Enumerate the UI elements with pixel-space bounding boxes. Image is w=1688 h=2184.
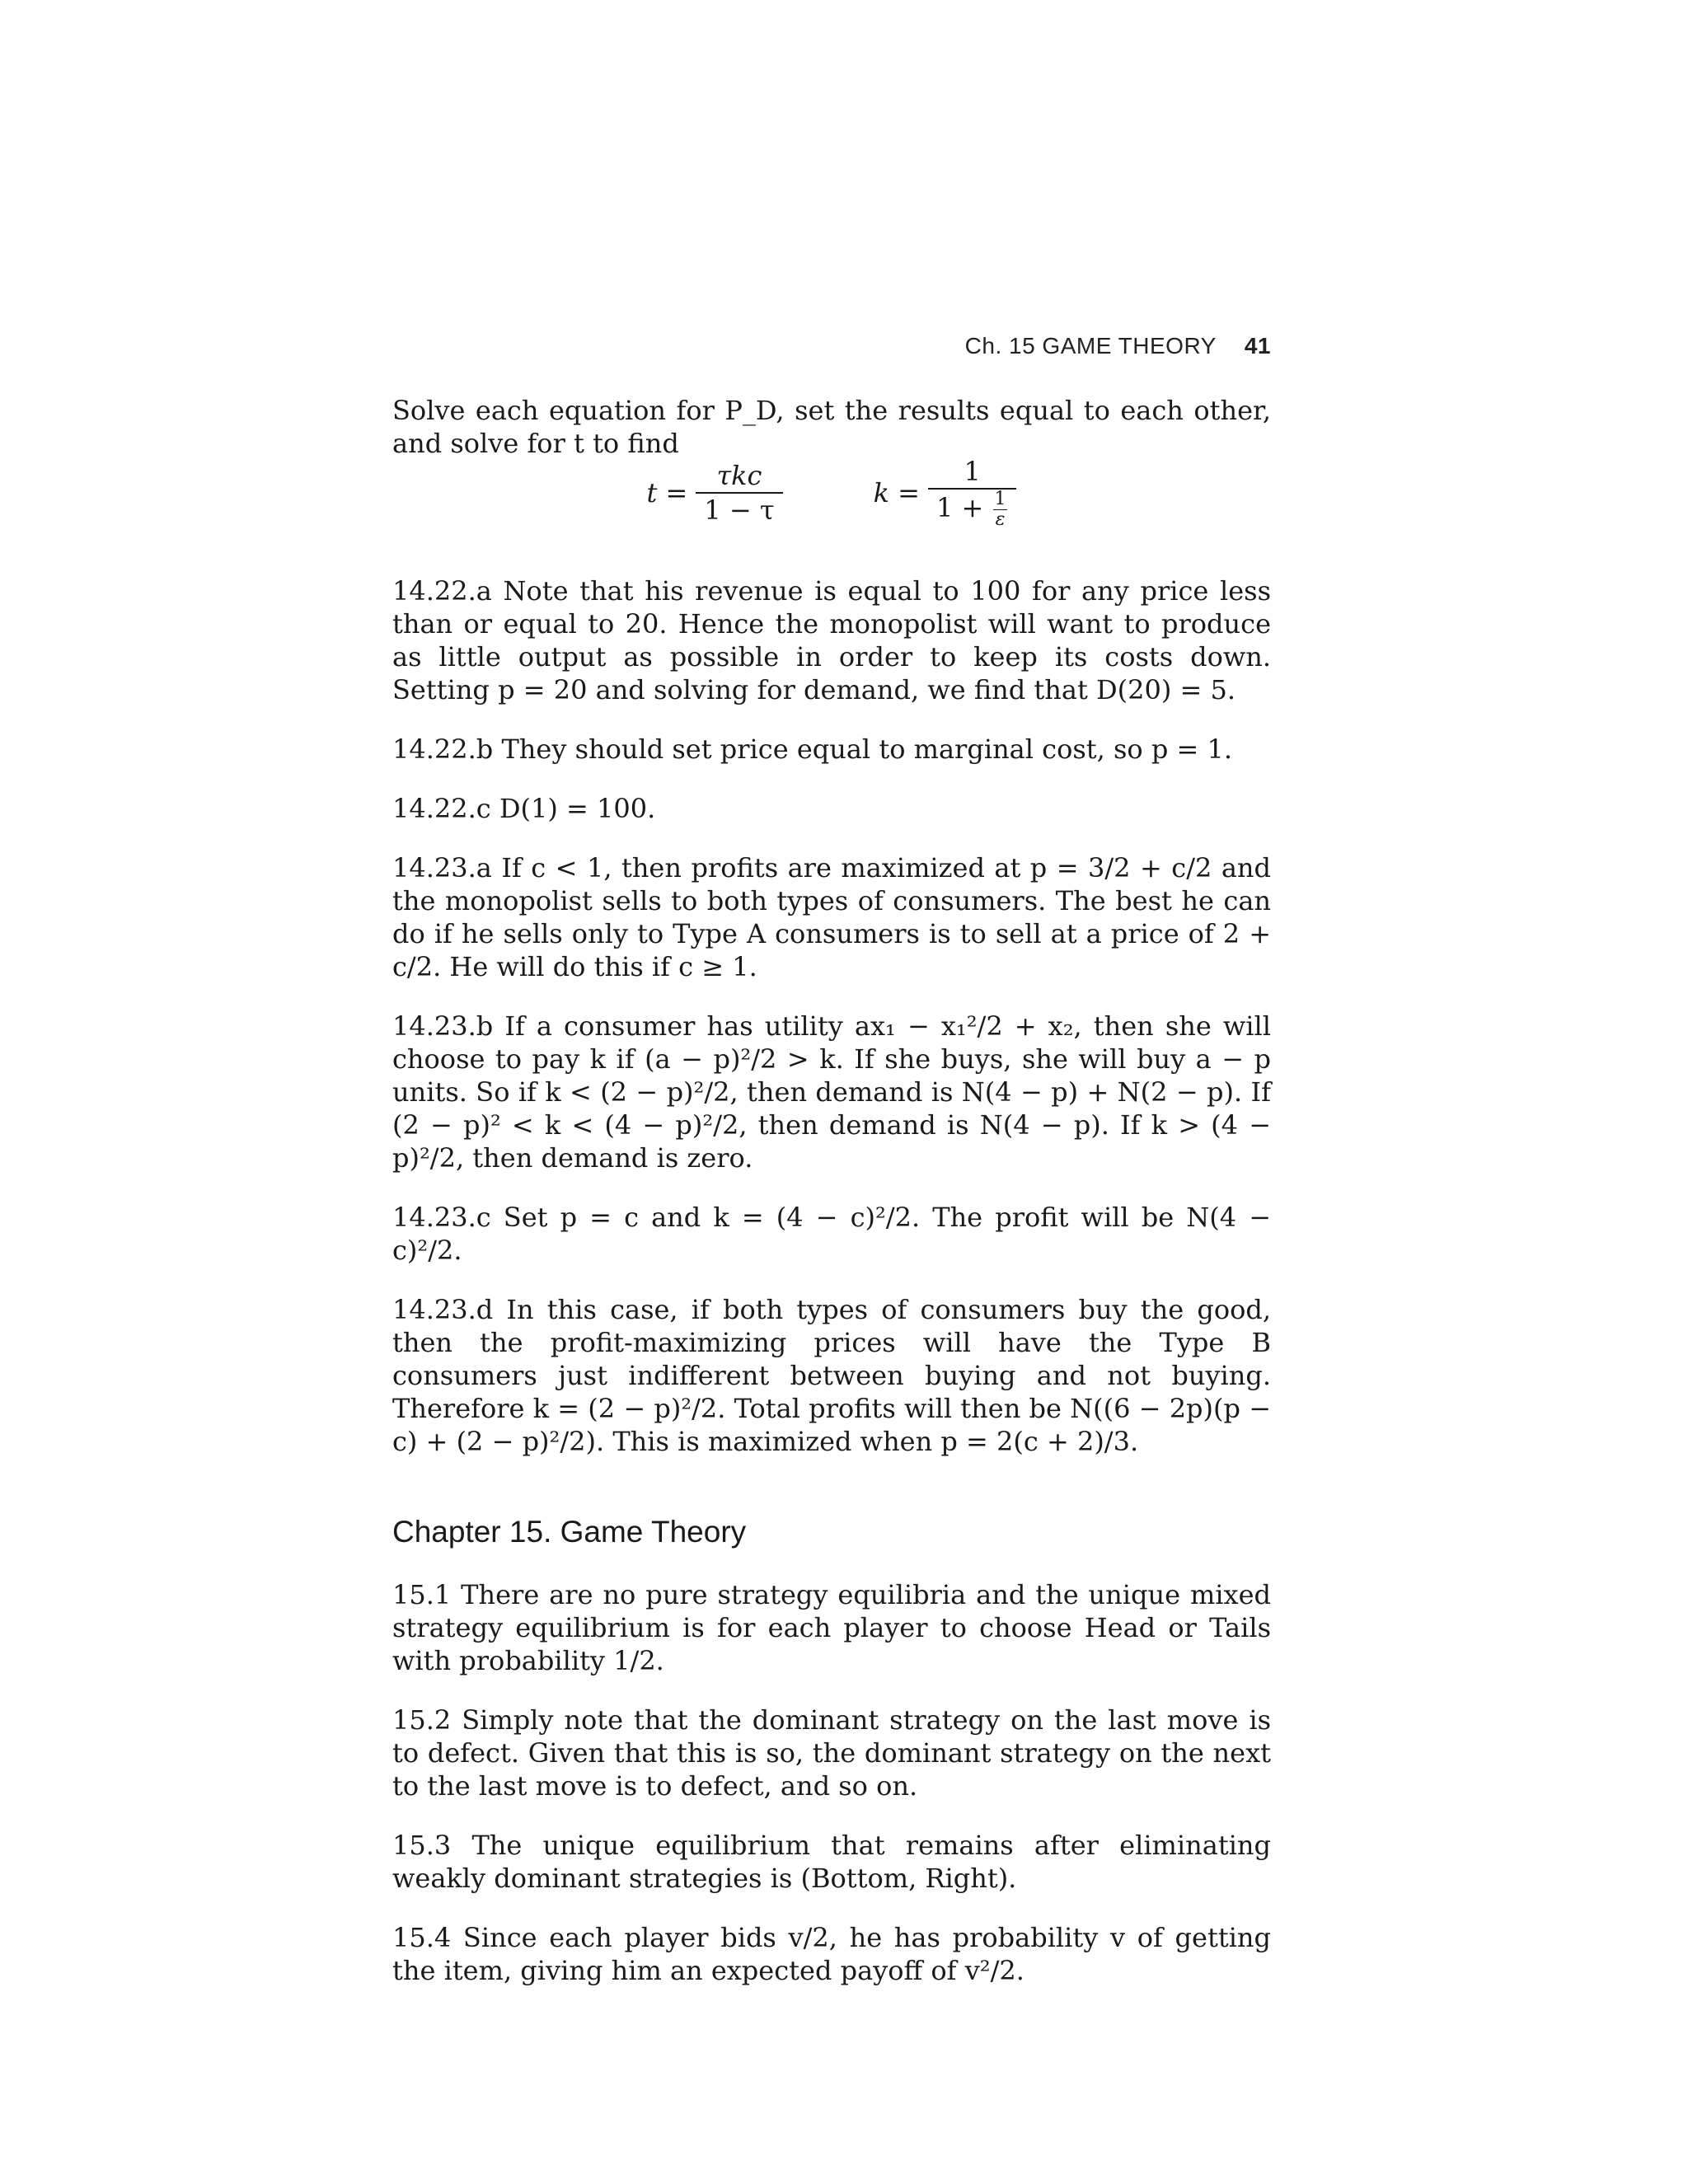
- equation-k-numerator: 1: [964, 456, 981, 487]
- answer-14-23-b: 14.23.b If a consumer has utility ax₁ − x₁²/2 + x₂, then she will choose to pay k if (a − p)²/2 > k. If she buys, she will buy a − p units. So if k < (2 − p)²/2, then demand is N(4 − p) + N(2 − p). If (2 − p)² < k < (4 − p)²/2, then demand is N(4 − p). If k > (4 − p)²/2, then demand is zero.: [392, 1010, 1271, 1174]
- page-number: 41: [1244, 333, 1271, 359]
- equation-k-lhs: k =: [873, 476, 920, 509]
- equation-k-inner-fraction: [992, 490, 1008, 530]
- equation-t-fraction: [696, 459, 782, 527]
- running-title: Ch. 15 GAME THEORY: [964, 333, 1217, 359]
- equation-k-fraction: [928, 455, 1017, 530]
- answer-14-22-c: 14.22.c D(1) = 100.: [392, 793, 656, 824]
- answer-14-23-c: 14.23.c Set p = c and k = (4 − c)²/2. The profit will be N(4 − c)²/2.: [392, 1202, 1271, 1266]
- answer-14-22-a: 14.22.a Note that his revenue is equal to 100 for any price less than or equal to 20. Hence the monopolist will want to produce as little output as possible in order to keep its costs down. Setting p = 20 and solving for demand, we find that D(20) = 5.: [392, 575, 1271, 705]
- inner-numerator: 1: [994, 489, 1006, 509]
- answer-14-23-a: 14.23.a If c < 1, then profits are maximized at p = 3/2 + c/2 and the monopolist sells to both types of consumers. The best he can do if he sells only to Type A consumers is to sell at a price of 2 + c/2. He will do this if c ≥ 1.: [392, 852, 1271, 982]
- chapter-heading: Chapter 15. Game Theory: [392, 1515, 747, 1549]
- equation-k: [874, 455, 1017, 530]
- running-head: [392, 333, 1271, 359]
- answer-15-4: 15.4 Since each player bids v/2, he has probability v of getting the item, giving him an expected payoff of v²/2.: [392, 1922, 1271, 1986]
- answer-14-23-d: 14.23.d In this case, if both types of consumers buy the good, then the profit-maximizing prices will have the Type B consumers just indifferent between buying and not buying. Therefore k = (2 − p)²/2. Total profits will then be N((6 − 2p)(p − c) + (2 − p)²/2). This is maximized when p = 2(c + 2)/3.: [392, 1294, 1271, 1457]
- equation-k-denominator: [928, 488, 1017, 530]
- answer-15-2: 15.2 Simply note that the dominant strategy on the last move is to defect. Given that this is so, the dominant strategy on the next to the last move is to defect, and so on.: [392, 1704, 1271, 1802]
- equation-t-denominator: 1 − τ: [696, 492, 782, 527]
- answer-15-1: 15.1 There are no pure strategy equilibria and the unique mixed strategy equilibrium is for each player to choose Head or Tails with probability 1/2.: [392, 1579, 1271, 1676]
- answer-15-3: 15.3 The unique equilibrium that remains after eliminating weakly dominant strategies is (Bottom, Right).: [392, 1830, 1271, 1894]
- display-equations: [392, 455, 1271, 530]
- answer-14-22-b: 14.22.b They should set price equal to marginal cost, so p = 1.: [392, 733, 1232, 765]
- equation-k-den-prefix: 1 +: [935, 492, 984, 523]
- inner-denominator: ε: [993, 509, 1008, 530]
- equation-t-numerator: τkc: [716, 459, 762, 491]
- page-body: [392, 394, 1271, 2013]
- equation-t-lhs: t =: [646, 476, 688, 509]
- intro-paragraph: Solve each equation for P_D, set the results equal to each other, and solve for t to find: [392, 395, 1271, 459]
- equation-t: [647, 459, 783, 527]
